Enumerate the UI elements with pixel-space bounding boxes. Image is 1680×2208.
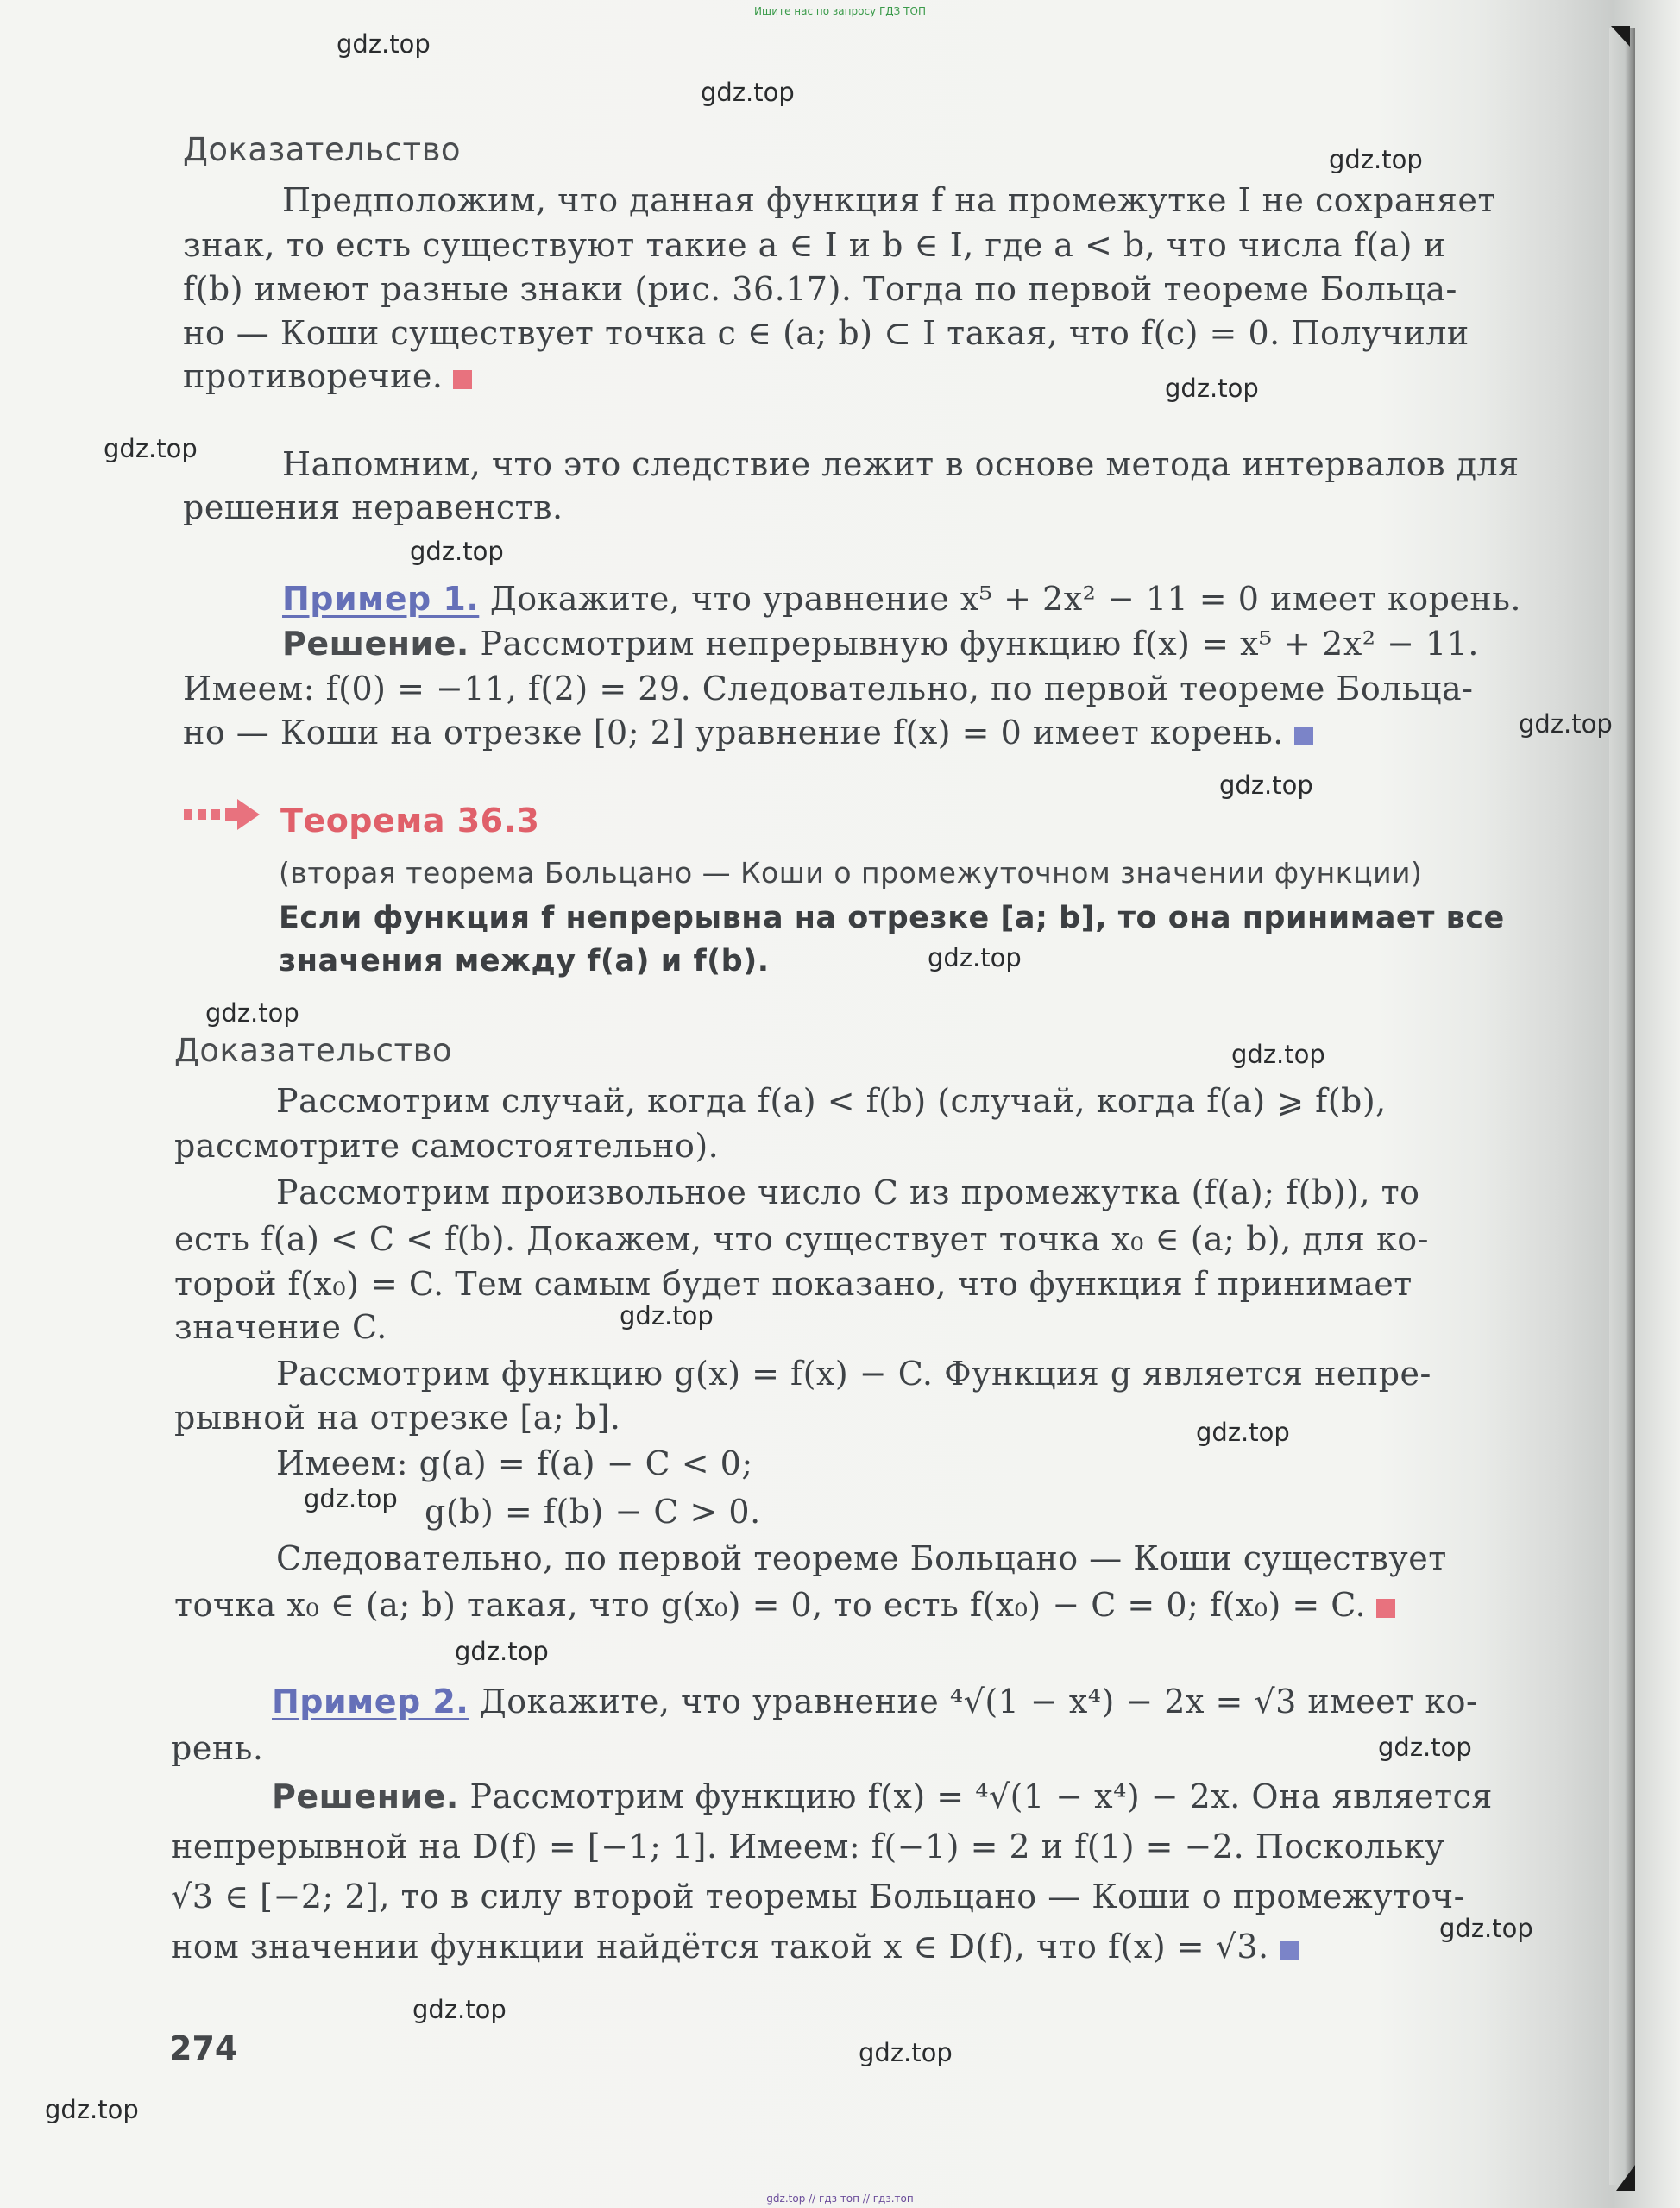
solution-text: Рассмотрим непрерывную функцию f(x) = x⁵ + 2x² − 11. bbox=[480, 625, 1479, 663]
watermark: gdz.top bbox=[412, 1995, 507, 2024]
watermark: gdz.top bbox=[1196, 1418, 1290, 1447]
proof-line: Следовательно, по первой теореме Больцано — Коши существует bbox=[276, 1539, 1447, 1577]
proof-line: g(b) = f(b) − C > 0. bbox=[425, 1493, 761, 1531]
example2-task-text: Докажите, что уравнение ⁴√(1 − x⁴) − 2x = √3 имеет ко- bbox=[479, 1683, 1478, 1720]
example2-label: Пример 2. bbox=[272, 1683, 469, 1720]
proof-line: Рассмотрим произвольное число C из промежутка (f(a); f(b)), то bbox=[276, 1173, 1420, 1211]
end-of-proof-icon bbox=[453, 370, 472, 389]
watermark: gdz.top bbox=[104, 434, 198, 463]
example1-task-text: Докажите, что уравнение x⁵ + 2x² − 11 = 0 имеет корень. bbox=[489, 580, 1521, 618]
reminder-line: Напомним, что это следствие лежит в основе метода интервалов для bbox=[282, 445, 1520, 483]
watermark: gdz.top bbox=[1378, 1733, 1472, 1762]
solution-line: √3 ∈ [−2; 2], то в силу второй теоремы Больцано — Коши о промежуточ- bbox=[171, 1878, 1466, 1915]
proof-line: Рассмотрим функцию g(x) = f(x) − C. Функция g является непре- bbox=[276, 1355, 1431, 1393]
proof-line: Рассмотрим случай, когда f(a) < f(b) (случай, когда f(a) ⩾ f(b), bbox=[276, 1082, 1387, 1120]
example2-solution bbox=[272, 1774, 1493, 1819]
proof-line: значение C. bbox=[174, 1308, 387, 1346]
end-of-solution-icon bbox=[1294, 727, 1313, 745]
solution-line-text: но — Коши на отрезке [0; 2] уравнение f(x) = 0 имеет корень. bbox=[183, 714, 1284, 752]
proof-heading: Доказательство bbox=[183, 131, 462, 168]
solution-label: Решение. bbox=[272, 1777, 459, 1815]
proof-line: Предположим, что данная функция f на промежутке I не сохраняет bbox=[282, 181, 1496, 219]
proof-line: f(b) имеют разные знаки (рис. 36.17). Тогда по первой теореме Больца- bbox=[183, 270, 1457, 308]
proof-line: рассмотрите самостоятельно). bbox=[174, 1127, 720, 1165]
example1-label: Пример 1. bbox=[282, 580, 480, 618]
watermark: gdz.top bbox=[1165, 374, 1259, 403]
book-spine-shadow bbox=[1609, 28, 1635, 2185]
solution-line: Имеем: f(0) = −11, f(2) = 29. Следовательно, по первой теореме Больца- bbox=[183, 670, 1474, 708]
proof-line: Имеем: g(a) = f(a) − C < 0; bbox=[276, 1444, 753, 1482]
solution-line-last bbox=[183, 710, 1313, 755]
watermark: gdz.top bbox=[205, 998, 299, 1028]
proof-line: торой f(x₀) = C. Тем самым будет показано, что функция f принимает bbox=[174, 1265, 1413, 1303]
page-number: 274 bbox=[169, 2029, 238, 2067]
watermark: gdz.top bbox=[1329, 145, 1423, 174]
proof-line-last bbox=[174, 1582, 1395, 1627]
example1-solution bbox=[282, 621, 1479, 666]
proof-line-text: противоречие. bbox=[183, 357, 444, 395]
watermark: gdz.top bbox=[859, 2038, 953, 2067]
proof-line: знак, то есть существуют такие a ∈ I и b ∈ I, где a < b, что числа f(a) и bbox=[183, 226, 1446, 264]
proof-heading: Доказательство bbox=[174, 1032, 453, 1069]
page-corner-top bbox=[1611, 26, 1630, 47]
watermark: gdz.top bbox=[304, 1484, 398, 1513]
watermark: gdz.top bbox=[928, 943, 1022, 972]
proof-line: но — Коши существует точка c ∈ (a; b) ⊂ I такая, что f(c) = 0. Получили bbox=[183, 314, 1469, 352]
proof-line-text: точка x₀ ∈ (a; b) такая, что g(x₀) = 0, то есть f(x₀) − C = 0; f(x₀) = C. bbox=[174, 1586, 1367, 1624]
theorem-title: Теорема 36.3 bbox=[280, 802, 540, 840]
proof-line: рывной на отрезке [a; b]. bbox=[174, 1399, 621, 1437]
solution-line-text: ном значении функции найдётся такой x ∈ D(f), что f(x) = √3. bbox=[171, 1928, 1269, 1966]
theorem-body-line: Если функция f непрерывна на отрезке [a; b], то она принимает все bbox=[279, 901, 1505, 935]
watermark: gdz.top bbox=[1519, 709, 1613, 739]
footer-note[interactable]: gdz.top // гдз топ // гдз.топ bbox=[766, 2192, 914, 2205]
watermark: gdz.top bbox=[701, 78, 795, 107]
watermark: gdz.top bbox=[337, 29, 431, 59]
example2-task-cont: рень. bbox=[171, 1729, 264, 1767]
theorem-arrow-icon bbox=[184, 796, 261, 834]
watermark: gdz.top bbox=[1231, 1040, 1325, 1069]
proof-line-last bbox=[183, 354, 472, 399]
example2-task bbox=[272, 1679, 1477, 1724]
solution-line: непрерывной на D(f) = [−1; 1]. Имеем: f(−1) = 2 и f(1) = −2. Поскольку bbox=[171, 1827, 1445, 1865]
watermark: gdz.top bbox=[45, 2095, 139, 2124]
end-of-solution-icon bbox=[1280, 1941, 1299, 1960]
watermark: gdz.top bbox=[1439, 1914, 1533, 1943]
proof-line: есть f(a) < C < f(b). Докажем, что существует точка x₀ ∈ (a; b), для ко- bbox=[174, 1220, 1429, 1258]
theorem-body-line: значения между f(a) и f(b). bbox=[279, 944, 770, 978]
solution-label: Решение. bbox=[282, 625, 469, 663]
page-corner-bottom bbox=[1616, 2165, 1635, 2191]
watermark: gdz.top bbox=[620, 1301, 714, 1330]
watermark: gdz.top bbox=[410, 537, 504, 566]
solution-text: Рассмотрим функцию f(x) = ⁴√(1 − x⁴) − 2x. Она является bbox=[469, 1777, 1493, 1815]
header-note[interactable]: Ищите нас по запросу ГДЗ ТОП bbox=[754, 5, 926, 17]
watermark: gdz.top bbox=[1219, 771, 1313, 800]
theorem-subtitle: (вторая теорема Больцано — Коши о промежуточном значении функции) bbox=[279, 856, 1423, 890]
end-of-proof-icon bbox=[1376, 1599, 1395, 1618]
watermark: gdz.top bbox=[455, 1637, 549, 1666]
example1-task bbox=[282, 576, 1521, 621]
reminder-line: решения неравенств. bbox=[183, 488, 563, 526]
solution-line-last bbox=[171, 1924, 1299, 1969]
